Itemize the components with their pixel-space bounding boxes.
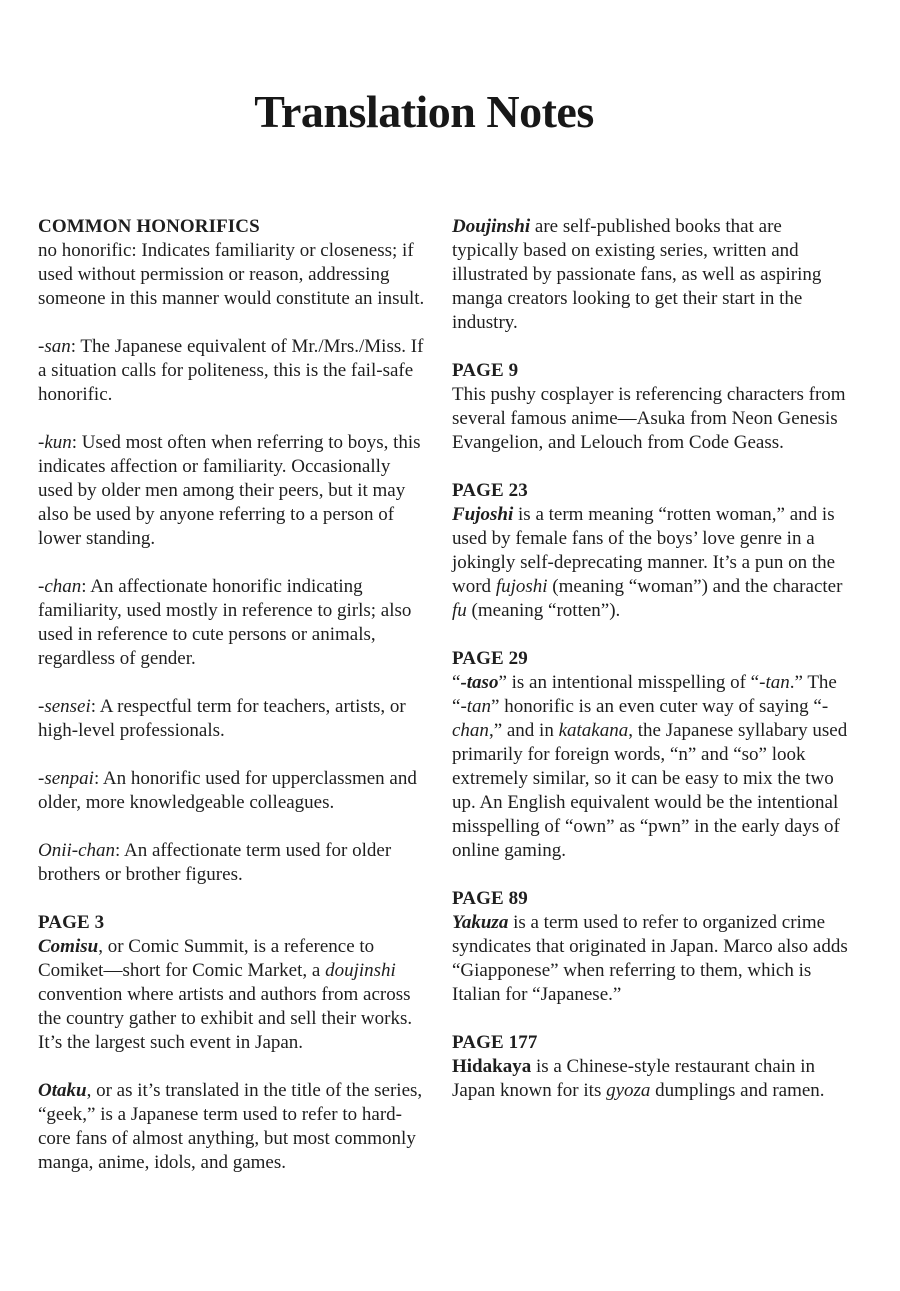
term-hidakaya: Hidakaya xyxy=(452,1055,532,1077)
page-3-heading: PAGE 3 xyxy=(38,911,105,933)
page-89-heading: PAGE 89 xyxy=(452,887,528,909)
term-doujinshi-inline: doujinshi xyxy=(325,959,396,981)
page-3-text-1: , or Comic Summit, is a reference to Comiket—short for Comic Market, a xyxy=(38,935,375,981)
term-fujoshi: Fujoshi xyxy=(452,503,514,525)
doujinshi-text: are self-published books that are typically based on existing series, written and illustrated by passionate fans, as well as aspiring manga creators looking to get their start in the industry. xyxy=(452,215,822,333)
section-page-177 xyxy=(452,1031,850,1103)
page-29-text-5: , the Japanese syllabary used primarily for foreign words, “n” and “so” look extremely similar, so it can be easy to mix the two up. An English equivalent would be the intentional misspelling of “own” as “pwn” in the early days of online gaming. xyxy=(452,719,848,861)
section-common-honorifics xyxy=(38,215,426,311)
term-chan-inline: -chan xyxy=(452,695,829,741)
term-sensei-desc: : A respectful term for teachers, artists, or high-level professionals. xyxy=(38,695,406,741)
page-3-text-2: convention where artists and authors from across the country gather to exhibit and sell their works. It’s the largest such event in Japan. xyxy=(38,983,413,1053)
page-23-text-2: (meaning “woman”) and the character xyxy=(547,575,843,597)
term-otaku: Otaku xyxy=(38,1079,87,1101)
term-kun-desc: : Used most often when referring to boys, this indicates affection or familiarity. Occasionally used by older men among their peers, but it may also be used by anyone referring to a person of lower standing. xyxy=(38,431,421,549)
common-honorifics-heading: COMMON HONORIFICS xyxy=(38,215,260,237)
term-senpai: -senpai xyxy=(38,767,94,789)
page-29-heading: PAGE 29 xyxy=(452,647,528,669)
section-page-3 xyxy=(38,911,426,1055)
page-9-heading: PAGE 9 xyxy=(452,359,519,381)
section-page-9 xyxy=(452,359,850,455)
note-onii-chan xyxy=(38,839,426,887)
page-9-note: This pushy cosplayer is referencing characters from several famous anime—Asuka from Neon Genesis Evangelion, and Lelouch from Code Geass. xyxy=(452,383,846,453)
note-no-honorific: no honorific: Indicates familiarity or closeness; if used without permission or reason, addressing someone in this manner would constitute an insult. xyxy=(38,239,425,309)
term-tan-inline-2: -tan xyxy=(460,695,492,717)
section-page-29 xyxy=(452,647,850,863)
term-san: -san xyxy=(38,335,71,357)
page-29-note xyxy=(452,671,850,863)
page-3-note xyxy=(38,935,426,1055)
term-sensei: -sensei xyxy=(38,695,91,717)
note-sensei xyxy=(38,695,426,743)
term-yakuza: Yakuza xyxy=(452,911,509,933)
term-tan-inline-1: -tan xyxy=(759,671,790,693)
term-doujinshi: Doujinshi xyxy=(452,215,531,237)
page-89-text: is a term used to refer to organized crime syndicates that originated in Japan. Marco also adds “Giapponese” when referring to them, which is Italian for “Japanese.” xyxy=(452,911,848,1005)
right-column xyxy=(452,215,850,1199)
otaku-text: , or as it’s translated in the title of the series, “geek,” is a Japanese term used to refer to hard-core fans of almost anything, but most commonly manga, anime, idols, and games. xyxy=(38,1079,423,1173)
note-otaku xyxy=(38,1079,426,1175)
page-title: Translation Notes xyxy=(254,86,594,137)
left-column xyxy=(38,215,426,1199)
page-29-text-1: ” is an intentional misspelling of “ xyxy=(498,671,760,693)
term-comisu: Comisu xyxy=(38,935,99,957)
term-san-desc: : The Japanese equivalent of Mr./Mrs./Miss. If a situation calls for politeness, this is the fail-safe honorific. xyxy=(38,335,424,405)
term-onii-chan-desc: : An affectionate term used for older brothers or brother figures. xyxy=(38,839,392,885)
term-senpai-desc: : An honorific used for upperclassmen and older, more knowledgeable colleagues. xyxy=(38,767,417,813)
section-page-23 xyxy=(452,479,850,623)
term-fujoshi-inline: fujoshi xyxy=(495,575,548,597)
term-taso: -taso xyxy=(460,671,499,693)
term-onii-chan: Onii-chan xyxy=(38,839,116,861)
page-177-text-1: is a Chinese-style restaurant chain in Japan known for its xyxy=(452,1055,816,1101)
page-23-text-3: (meaning “rotten”). xyxy=(466,599,621,621)
note-senpai xyxy=(38,767,426,815)
term-kun: -kun xyxy=(38,431,72,453)
note-doujinshi xyxy=(452,215,850,335)
two-column-layout xyxy=(38,215,850,1199)
page-177-text-2: dumplings and ramen. xyxy=(650,1079,825,1101)
page-23-heading: PAGE 23 xyxy=(452,479,528,501)
term-fu-inline: fu xyxy=(452,599,467,621)
page-29-text-3: ” honorific is an even cuter way of saying “ xyxy=(491,695,822,717)
note-san xyxy=(38,335,426,407)
page-29-text-2: .” The “ xyxy=(452,671,837,717)
page-29-open-quote: “ xyxy=(452,671,461,693)
term-gyoza-inline: gyoza xyxy=(606,1079,651,1101)
note-chan xyxy=(38,575,426,671)
note-kun xyxy=(38,431,426,551)
page-23-text-1: is a term meaning “rotten woman,” and is used by female fans of the boys’ love genre in a jokingly self-deprecating manner. It’s a pun on the word xyxy=(452,503,836,597)
page-177-heading: PAGE 177 xyxy=(452,1031,538,1053)
section-page-89 xyxy=(452,887,850,1007)
term-katakana-inline: katakana xyxy=(558,719,629,741)
page-23-note xyxy=(452,503,850,623)
term-chan: -chan xyxy=(38,575,82,597)
page-29-text-4: ,” and in xyxy=(488,719,559,741)
term-chan-desc: : An affectionate honorific indicating familiarity, used mostly in reference to girls; also used in reference to cute persons or animals, regardless of gender. xyxy=(38,575,412,669)
page-89-note xyxy=(452,911,850,1007)
page-177-note xyxy=(452,1055,850,1103)
